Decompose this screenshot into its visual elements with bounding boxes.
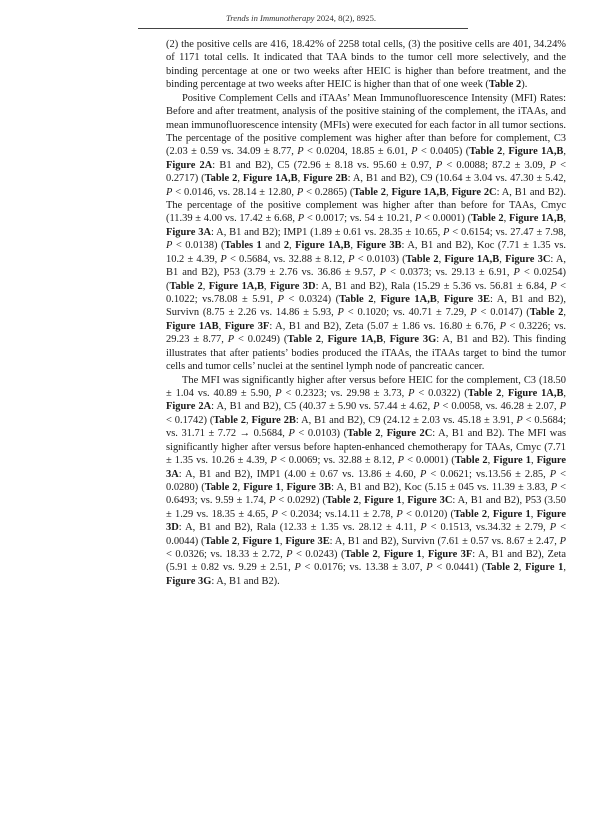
p-value-symbol: P xyxy=(549,522,557,534)
cross-reference: Figure 1 xyxy=(525,562,564,574)
text-run: < 0.0280) ( xyxy=(166,468,567,493)
text-run: < 0.0017; vs. 54 ± 10.21, xyxy=(304,213,415,225)
text-run: , xyxy=(377,549,384,561)
p-value-symbol: P xyxy=(411,146,418,158)
text-run: < 0.0088; 87.2 ± 3.09, xyxy=(442,159,550,171)
text-run: < 0.1513, vs.34.32 ± 2.79, xyxy=(426,522,550,534)
cross-reference: Figure 3E xyxy=(285,535,330,547)
p-value-symbol: P xyxy=(296,186,304,198)
p-value-symbol: P xyxy=(559,535,567,547)
p-value-symbol: P xyxy=(288,428,295,440)
cross-reference: Table 2 xyxy=(454,508,488,520)
cross-reference: Figure 1A,B xyxy=(508,146,564,158)
p-value-symbol: P xyxy=(435,159,443,171)
text-run: < 0.0322) ( xyxy=(414,387,468,399)
text-run: < 0.0147) ( xyxy=(476,307,530,319)
text-run: , xyxy=(530,455,537,467)
p-value-symbol: P xyxy=(414,213,422,225)
text-run: ). xyxy=(521,79,528,91)
text-run: < 0.0204, 18.85 ± 6.01, xyxy=(303,146,412,158)
cross-reference: Table 2 xyxy=(467,387,502,399)
text-run: , xyxy=(563,213,567,225)
text-run: : A, B1 and B2), Zeta (5.07 ± 1.86 vs. 16.80 ± 6.76, xyxy=(269,320,500,332)
cross-reference: Figure 3A xyxy=(166,226,211,238)
cross-reference: Tables 1 xyxy=(224,240,262,252)
cross-reference: Figure 3C xyxy=(505,253,551,265)
cross-reference: Figure 3G xyxy=(166,575,212,587)
text-run: , xyxy=(383,334,390,346)
text-run: < 0.6154; vs. 27.47 ± 7.98, xyxy=(449,226,566,238)
text-run: , xyxy=(218,320,225,332)
text-run: : A, B1 and B2), Koc (7.71 ± 1.35 vs. 10.2 ± 4.39, xyxy=(166,240,566,265)
text-run: < 0.0292) ( xyxy=(275,495,326,507)
text-run: , xyxy=(503,213,509,225)
p-value-symbol: P xyxy=(269,495,276,507)
cross-reference: Figure 1A,B xyxy=(508,213,564,225)
p-value-symbol: P xyxy=(397,455,405,467)
text-run: , xyxy=(373,294,381,306)
text-run: , xyxy=(499,253,506,265)
cross-reference: Figure 3B xyxy=(356,240,402,252)
text-run: , xyxy=(350,240,357,252)
text-run: < 0.0405) ( xyxy=(417,146,470,158)
text-run: < 0.5684, vs. 32.88 ± 8.12, xyxy=(226,253,349,265)
cross-reference: Table 2 xyxy=(204,535,238,547)
text-run: , xyxy=(563,146,567,158)
text-run: < 0.0621; vs.13.56 ± 2.85, xyxy=(426,468,550,480)
text-run: , xyxy=(237,173,243,185)
cross-reference: Table 2 xyxy=(344,549,378,561)
cross-reference: Table 2 xyxy=(213,414,246,426)
text-run: , xyxy=(386,186,392,198)
p-value-symbol: P xyxy=(271,508,278,520)
text-run: : A, B1 and B2); IMP1 (1.89 ± 0.61 vs. 28.35 ± 10.65, xyxy=(210,226,444,238)
text-run: Positive Complement Cells and iTAAs’ Mean Immunofluorescence Intensity (MFI) Rates: Before and after treatment, analysis of the positive staining of the complement, the iTAAs, and mean immunofluorescence intensity (MFIs) were executed for each factor in all tumor sections. The percentage of the positive complement was higher after than before for complement, C3 (2.03 ± 0.59 vs. 34.09 ± 8.77, xyxy=(166,92,566,158)
cross-reference: Table 2 xyxy=(169,280,203,292)
cross-reference: Figure 1 xyxy=(493,455,531,467)
cross-reference: Figure 3A xyxy=(166,455,566,480)
running-head xyxy=(0,13,602,23)
p-value-symbol: P xyxy=(420,522,427,534)
cross-reference: Figure 1 xyxy=(492,508,531,520)
p-value-symbol: P xyxy=(516,414,523,426)
text-run: , xyxy=(563,307,566,319)
cross-reference: Figure 3F xyxy=(224,320,270,332)
cross-reference: Figure 1 xyxy=(243,481,281,493)
text-run: : A, B1 and B2), Koc (5.15 ± 045 vs. 11.39 ± 3.83, xyxy=(331,481,551,493)
cross-reference: Table 2 xyxy=(405,253,439,265)
article-body xyxy=(166,38,566,588)
text-run: < 0.0001) ( xyxy=(421,213,472,225)
text-run: : B1 and B2), C5 (72.96 ± 8.18 vs. 95.60 ± 0.97, xyxy=(212,159,436,171)
text-run: , xyxy=(279,535,286,547)
cross-reference: Table 2 xyxy=(353,186,387,198)
p-value-symbol: P xyxy=(227,334,235,346)
cross-reference: Figure 3E xyxy=(443,294,490,306)
text-run: < 0.0044) ( xyxy=(166,522,566,547)
text-run: : A, B1 and B2), C9 (10.64 ± 3.04 vs. 47.30 ± 5.42, xyxy=(347,173,567,185)
text-run: , xyxy=(297,173,304,185)
p-value-symbol: P xyxy=(499,320,506,332)
text-run: : A, B1 and B2). The percentage of the positive complement was higher after than before for TAAs, Cmyc (11.39 ± 4.00 vs. 17.42 ± 6.68, xyxy=(166,186,567,225)
text-run: : A, B1 and B2), IMP1 (4.00 ± 0.67 vs. 13.86 ± 4.60, xyxy=(178,468,420,480)
p-value-symbol: P xyxy=(433,401,440,413)
p-value-symbol: P xyxy=(379,267,386,279)
cross-reference: Figure 1A,B xyxy=(507,387,564,399)
cross-reference: Figure 3B xyxy=(286,481,332,493)
cross-reference: Figure 1A,B xyxy=(295,240,351,252)
cross-reference: Table 2 xyxy=(347,428,381,440)
text-run: < 0.0120) ( xyxy=(402,508,455,520)
p-value-symbol: P xyxy=(513,267,520,279)
cross-reference: Figure 3G xyxy=(389,334,437,346)
text-run: < 0.2034; vs.14.11 ± 2.78, xyxy=(277,508,397,520)
text-run: , xyxy=(563,387,567,399)
paragraph xyxy=(166,38,566,92)
text-run: < 0.0069; vs. 32.88 ± 8.12, xyxy=(276,455,398,467)
cross-reference: 2 xyxy=(283,240,290,252)
text-run: : A, B1 and B2), Survivn (7.61 ± 0.57 vs. 8.67 ± 2.47, xyxy=(329,535,560,547)
cross-reference: Figure 2C xyxy=(451,186,497,198)
p-value-symbol: P xyxy=(275,387,282,399)
cross-reference: Table 2 xyxy=(469,146,503,158)
cross-reference: Figure 1A,B xyxy=(391,186,447,198)
p-value-symbol: P xyxy=(286,549,293,561)
text-run: < 0.0326; vs. 18.33 ± 2.72, xyxy=(166,549,287,561)
p-value-symbol: P xyxy=(166,186,173,198)
p-value-symbol: P xyxy=(166,240,173,252)
cross-reference: Table 2 xyxy=(325,495,359,507)
text-run: , xyxy=(421,549,428,561)
text-run: < 0.0254) ( xyxy=(166,267,566,292)
cross-reference: Figure 1AB xyxy=(166,320,219,332)
text-run: < 0.1020; vs. 40.71 ± 7.29, xyxy=(343,307,471,319)
text-run: < 0.1742) ( xyxy=(166,414,214,426)
text-run: , xyxy=(280,481,287,493)
p-value-symbol: P xyxy=(559,401,566,413)
text-run: < 0.0103) ( xyxy=(354,253,406,265)
text-run: < 0.0176; vs. 13.38 ± 3.07, xyxy=(300,562,427,574)
p-value-symbol: P xyxy=(420,468,427,480)
cross-reference: Figure 2C xyxy=(386,428,433,440)
p-value-symbol: P xyxy=(470,307,477,319)
text-run: , xyxy=(401,495,408,507)
text-run: < 0.2717) ( xyxy=(166,159,567,185)
cross-reference: Figure 1A,B xyxy=(242,173,298,185)
cross-reference: Table 2 xyxy=(471,213,504,225)
text-run: , xyxy=(237,535,243,547)
text-run: , xyxy=(245,414,252,426)
cross-reference: Table 2 xyxy=(287,334,322,346)
cross-reference: Figure 1 xyxy=(383,549,422,561)
cross-reference: Figure 2B xyxy=(303,173,348,185)
text-run: : A, B1 and B2), Rala (15.29 ± 5.36 vs. 56.81 ± 6.84, xyxy=(315,280,551,292)
p-value-symbol: P xyxy=(408,387,415,399)
p-value-symbol: P xyxy=(294,562,301,574)
text-run: < 0.0373; vs. 29.13 ± 6.91, xyxy=(385,267,514,279)
p-value-symbol: P xyxy=(549,159,556,171)
p-value-symbol: P xyxy=(426,562,433,574)
cross-reference: Figure 1A,B xyxy=(208,280,264,292)
text-run: The MFI was significantly higher after versus before HEIC for the complement, C3 (18.50 ± 1.04 vs. 40.89 ± 5.90, xyxy=(166,374,566,399)
text-run: : A, B1 and B2). This finding illustrates that after patients’ bodies produced the iTAAs, the iTAAs target to bind the tumor cells and tumor cells’ nuclei at the sentinel lymph node of pancreatic cancer. xyxy=(166,334,567,373)
text-run: < 0.0146, vs. 28.14 ± 12.80, xyxy=(172,186,297,198)
text-run: < 0.2865) ( xyxy=(303,186,354,198)
p-value-symbol: P xyxy=(550,481,558,493)
cross-reference: Table 2 xyxy=(339,294,374,306)
text-run: , xyxy=(502,146,509,158)
text-run: , xyxy=(438,253,445,265)
cross-reference: Table 2 xyxy=(204,173,238,185)
text-run: , xyxy=(237,481,244,493)
text-run: , xyxy=(358,495,365,507)
text-run: , xyxy=(487,455,494,467)
text-run: < 0.0058, vs. 46.28 ± 2.07, xyxy=(439,401,560,413)
text-run: , xyxy=(289,240,296,252)
text-run: , xyxy=(501,387,508,399)
text-run: , xyxy=(321,334,328,346)
text-run: < 0.2323; vs. 29.98 ± 3.73, xyxy=(281,387,409,399)
text-run: < 0.0441) ( xyxy=(432,562,486,574)
text-run: : A, B1 and B2), C9 (24.12 ± 2.03 vs. 45.18 ± 3.91, xyxy=(295,414,517,426)
p-value-symbol: P xyxy=(297,213,305,225)
cross-reference: Figure 1A,B xyxy=(444,253,500,265)
text-run: : A, B1 and B2). xyxy=(211,575,280,587)
cross-reference: Figure 3F xyxy=(427,549,473,561)
cross-reference: Table 2 xyxy=(488,79,522,91)
header-rule xyxy=(138,28,468,29)
p-value-symbol: P xyxy=(220,253,227,265)
text-run: < 0.3226; vs. 29.23 ± 8.77, xyxy=(166,320,566,346)
cross-reference: Figure 1 xyxy=(364,495,402,507)
p-value-symbol: P xyxy=(270,455,277,467)
cross-reference: Table 2 xyxy=(485,562,519,574)
text-run: : A, B1 and B2), Zeta (5.91 ± 0.82 vs. 9.29 ± 2.51, xyxy=(166,549,567,574)
text-run: , xyxy=(446,186,452,198)
text-run: , xyxy=(263,280,270,292)
paragraph xyxy=(166,374,566,589)
cross-reference: Figure 1 xyxy=(242,535,280,547)
p-value-symbol: P xyxy=(348,253,355,265)
text-run: , xyxy=(530,508,537,520)
text-run: : A, B1 and B2). The MFI was significantly higher after versus before hapten-enhanced chemotherapy for TAAs, Cmyc (7.71 ± 1.35 vs. 10.26 ± 4.39, xyxy=(166,428,567,467)
text-run: , xyxy=(380,428,387,440)
cross-reference: Table 2 xyxy=(454,455,488,467)
text-run: : A, B1 and B2), Rala (12.33 ± 1.35 vs. 28.12 ± 4.11, xyxy=(178,522,421,534)
text-run: , xyxy=(487,508,493,520)
text-run: < 0.5684; vs. 31.71 ± 7.72 → 0.5684, xyxy=(166,414,566,440)
cross-reference: Figure 3D xyxy=(269,280,316,292)
cross-reference: Figure 2A xyxy=(166,159,213,171)
text-run: < 0.1022; vs.78.08 ± 5.91, xyxy=(166,280,567,306)
p-value-symbol: P xyxy=(337,307,344,319)
text-run: and xyxy=(261,240,284,252)
text-run: : A, B1 and B2), C5 (40.37 ± 5.90 vs. 57.44 ± 4.62, xyxy=(211,401,434,413)
cross-reference: Figure 1A,B xyxy=(327,334,384,346)
text-run: < 0.0324) ( xyxy=(284,294,340,306)
p-value-symbol: P xyxy=(549,468,557,480)
text-run: : A, B1 and B2), P53 (3.50 ± 1.29 vs. 18.35 ± 4.65, xyxy=(166,495,566,520)
text-run: , xyxy=(563,562,567,574)
cross-reference: Table 2 xyxy=(204,481,238,493)
p-value-symbol: P xyxy=(297,146,304,158)
text-run: < 0.6493; vs. 9.59 ± 1.74, xyxy=(166,481,567,507)
cross-reference: Figure 3D xyxy=(166,508,567,534)
text-run: < 0.0138) ( xyxy=(172,240,225,252)
paragraph xyxy=(166,92,566,374)
text-run: (2) the positive cells are 416, 18.42% of 2258 total cells, (3) the positive cells are 401, 34.24% of 1171 total cells. It indicated that TAA binds to the tumor cell more selectively, and the binding percentage at one or two weeks after HEIC is higher than before treatment, and the binding percentage at two weeks after HEIC is higher than that of one week ( xyxy=(166,39,566,91)
p-value-symbol: P xyxy=(550,280,557,292)
cross-reference: Figure 2A xyxy=(166,401,212,413)
citation: 2024, 8(2), 8925. xyxy=(314,13,377,23)
cross-reference: Table 2 xyxy=(529,307,564,319)
text-run: : A, B1 and B2), Survivn (8.75 ± 2.26 vs. 14.86 ± 5.93, xyxy=(166,294,567,319)
p-value-symbol: P xyxy=(396,508,403,520)
p-value-symbol: P xyxy=(277,294,285,306)
text-run: < 0.0243) ( xyxy=(292,549,345,561)
journal-name: Trends in Immunotherapy xyxy=(225,13,315,23)
text-run: , xyxy=(202,280,209,292)
cross-reference: Figure 3C xyxy=(407,495,453,507)
cross-reference: Figure 2B xyxy=(251,414,296,426)
text-run: < 0.0103) ( xyxy=(294,428,348,440)
cross-reference: Figure 1A,B xyxy=(380,294,437,306)
text-run: < 0.0001) ( xyxy=(404,455,455,467)
text-run: , xyxy=(436,294,444,306)
p-value-symbol: P xyxy=(443,226,450,238)
text-run: , xyxy=(518,562,526,574)
text-run: : A, B1 and B2), P53 (3.79 ± 2.76 vs. 36.86 ± 9.57, xyxy=(166,253,567,279)
text-run: < 0.0249) ( xyxy=(234,334,288,346)
